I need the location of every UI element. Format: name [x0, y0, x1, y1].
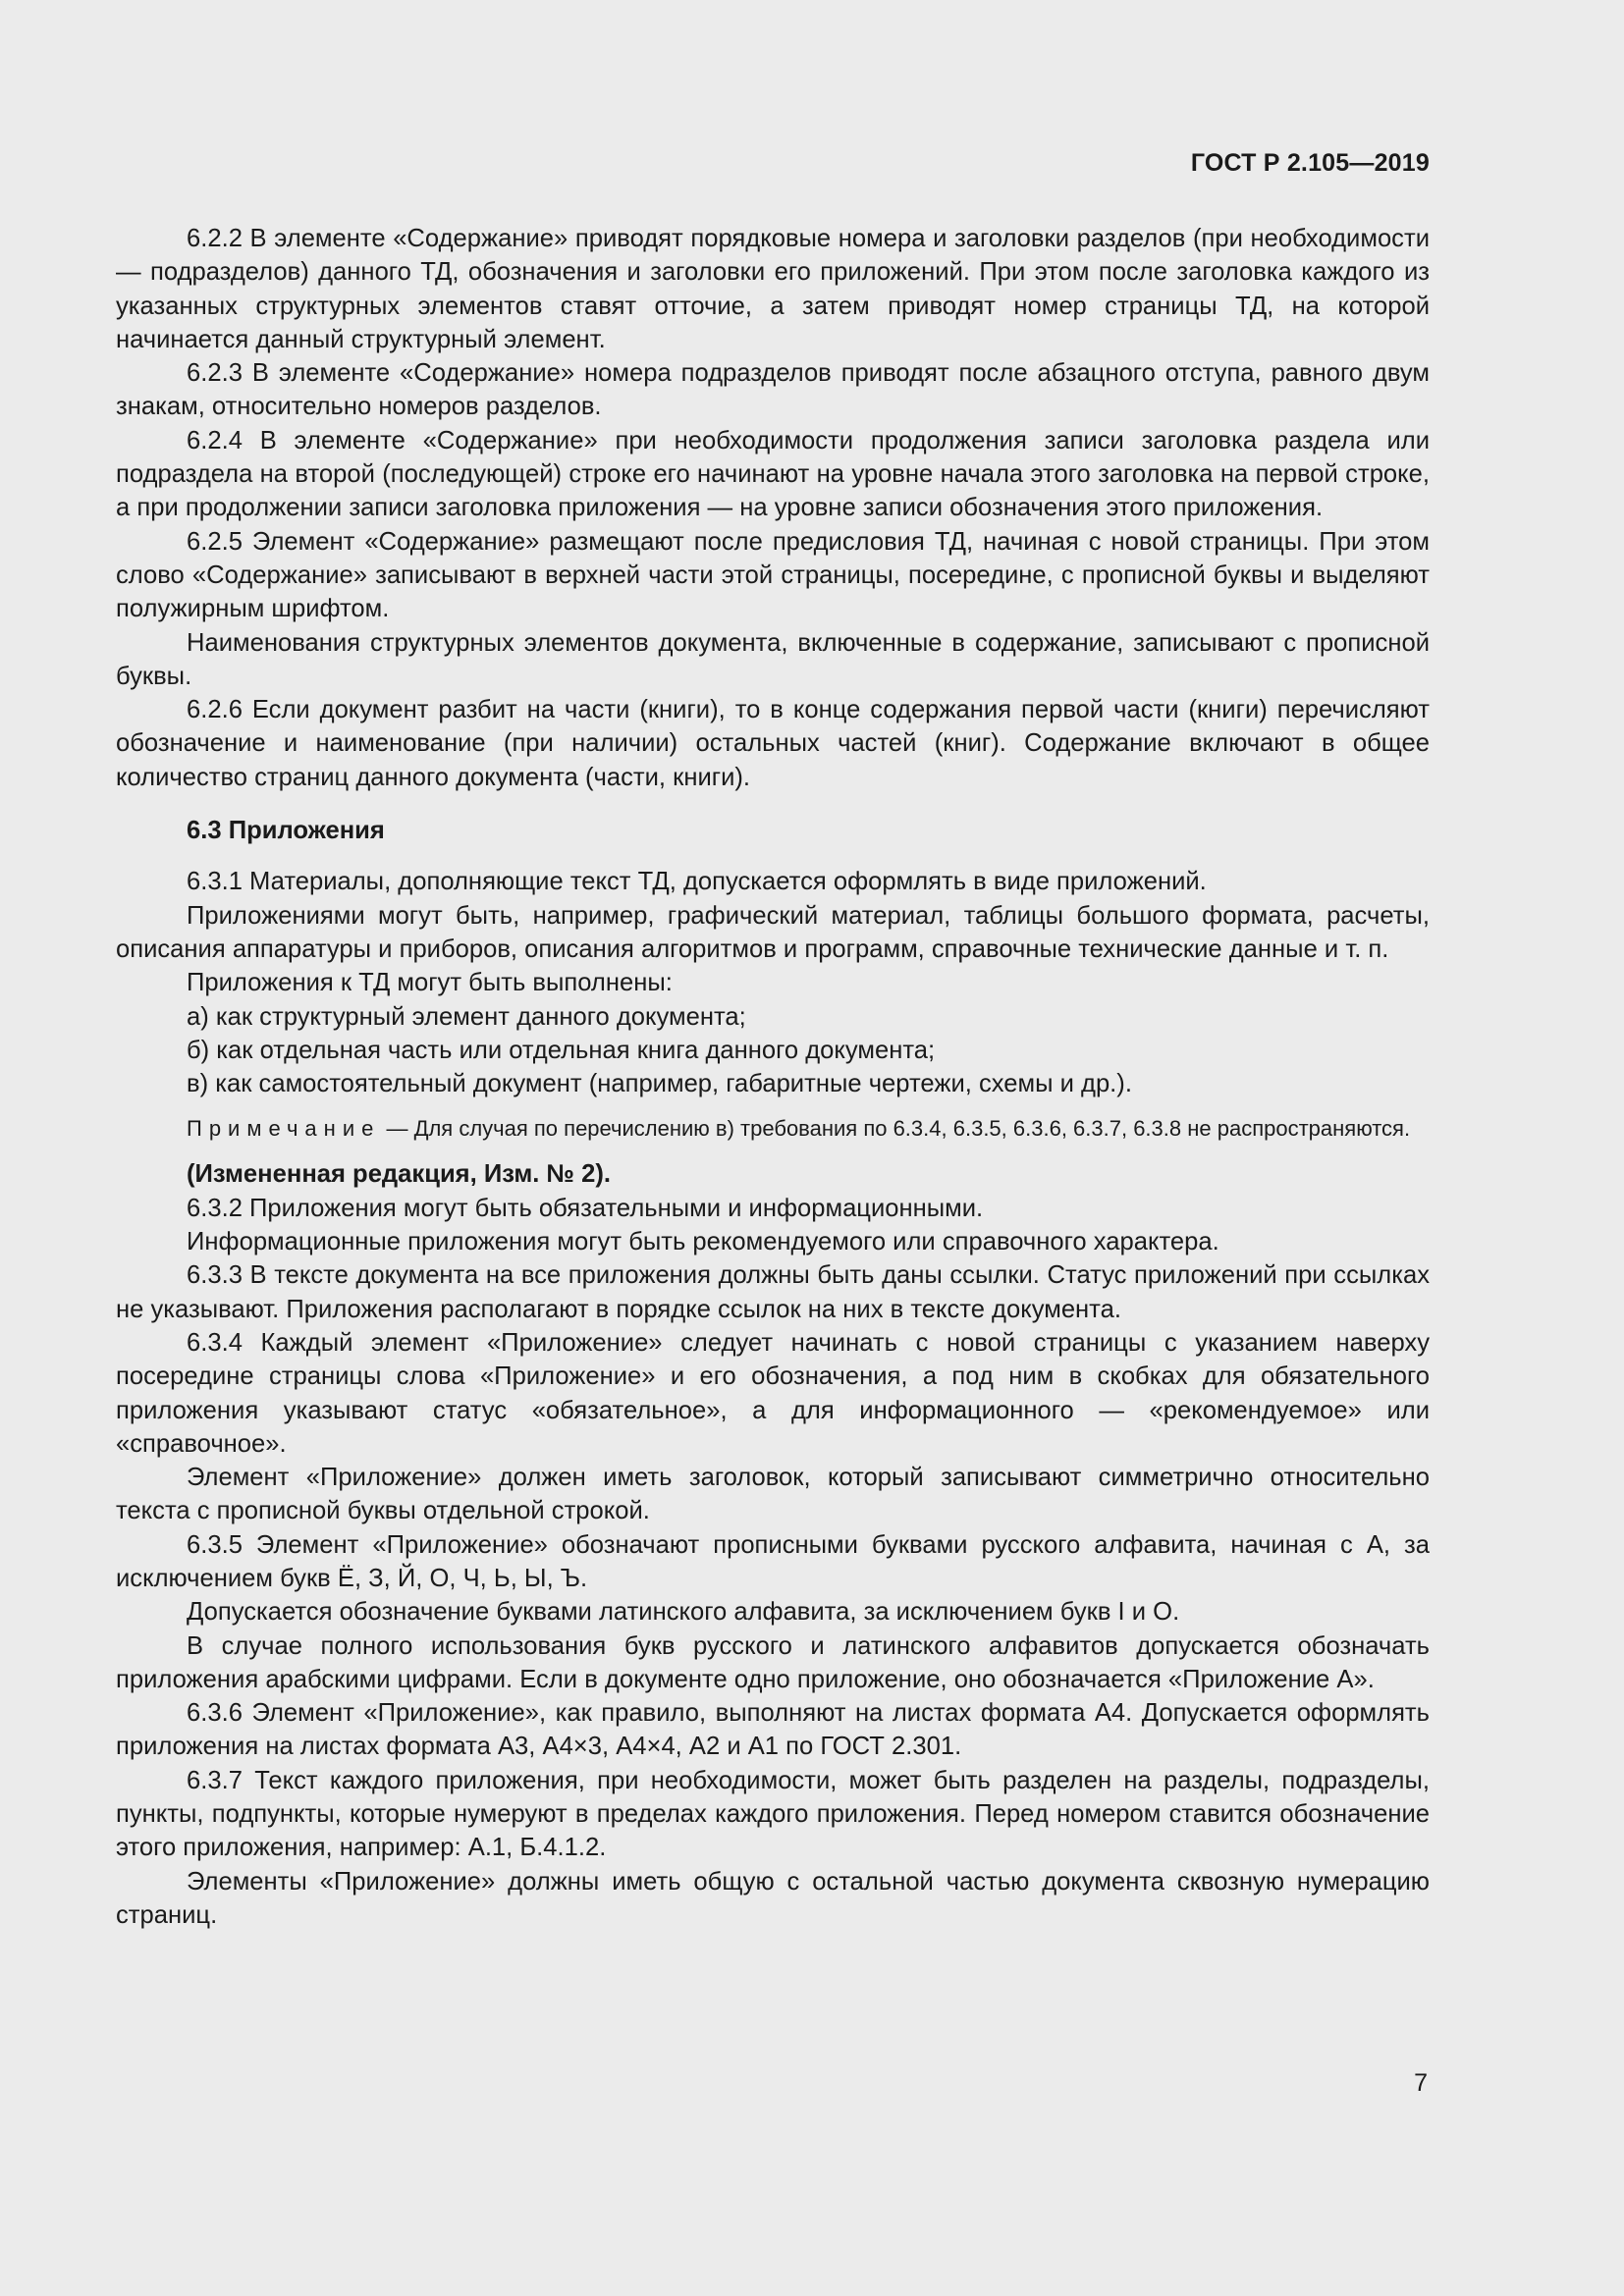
section-heading-6-3: 6.3 Приложения — [187, 817, 385, 845]
paragraph-6-3-6: 6.3.6 Элемент «Приложение», как правило, выполняют на листах формата А4. Допускается оформлять приложения на листах формата А3, А4×3, А4×4, А2 и А1 по ГОСТ 2.301. — [116, 1699, 1430, 1761]
list-item: а) как структурный элемент данного документа; — [187, 1002, 746, 1031]
note-label: Примечание — [187, 1116, 381, 1142]
paragraph-6-3-3: 6.3.3 В тексте документа на все приложения должны быть даны ссылки. Статус приложений при ссылках не указывают. Приложения располагают в порядке ссылок на них в тексте документа. — [116, 1261, 1430, 1323]
paragraph-6-2-4: 6.2.4 В элементе «Содержание» при необходимости продолжения записи заголовка раздела или подраздела на второй (последующей) строке его начинают на уровне начала этого заголовка на первой строке, а при продолжении записи заголовка приложения — на уровне записи обозначения этого приложения. — [116, 426, 1430, 522]
paragraph-6-3-1-examples: Приложениями могут быть, например, графический материал, таблицы большого формата, расчеты, описания аппаратуры и приборов, описания алгоритмов и программ, справочные технические данные и т. п. — [116, 901, 1430, 963]
paragraph-6-3-2: 6.3.2 Приложения могут быть обязательными и информационными. — [187, 1194, 984, 1222]
paragraph-6-2-6: 6.2.6 Если документ разбит на части (книги), то в конце содержания первой части (книги) перечисляют обозначение и наименование (при наличии) остальных частей (книг). Содержание включают в общее количество страниц данного документа (части, книги). — [116, 696, 1430, 791]
document-body — [116, 222, 1430, 1932]
paragraph-6-3-5-latin: Допускается обозначение буквами латинского алфавита, за исключением букв I и O. — [187, 1598, 1180, 1627]
list-item: в) как самостоятельный документ (например, габаритные чертежи, схемы и др.). — [187, 1070, 1132, 1098]
paragraph-6-3-4: 6.3.4 Каждый элемент «Приложение» следует начинать с новой страницы с указанием наверху посередине страницы слова «Приложение» и его обозначения, а под ним в скобках для обязательного приложения указывают статус «обязательное», а для информационного — «рекомендуемое» или «справочное». — [116, 1328, 1430, 1458]
paragraph-6-2-3: 6.2.3 В элементе «Содержание» номера подразделов приводят после абзацного отступа, равного двум знакам, относительно номеров разделов. — [116, 359, 1430, 421]
paragraph-6-3-2-info: Информационные приложения могут быть рекомендуемого или справочного характера. — [187, 1228, 1219, 1256]
revision-note: (Измененная редакция, Изм. № 2). — [187, 1160, 611, 1189]
paragraph-6-2-5-continued: Наименования структурных элементов документа, включенные в содержание, записывают с прописной буквы. — [116, 628, 1430, 690]
paragraph-6-3-7-numbering: Элементы «Приложение» должны иметь общую с остальной частью документа сквозную нумерацию страниц. — [116, 1867, 1430, 1929]
paragraph-6-2-2: 6.2.2 В элементе «Содержание» приводят порядковые номера и заголовки разделов (при необходимости — подразделов) данного ТД, обозначения и заголовки его приложений. При этом после заголовка каждого из указанных структурных элементов ставят отточие, а затем приводят номер страницы ТД, на которой начинается данный структурный элемент. — [116, 225, 1430, 353]
paragraph-6-3-5-arabic: В случае полного использования букв русского и латинского алфавитов допускается обозначать приложения арабскими цифрами. Если в документе одно приложение, оно обозначается «Приложение А». — [116, 1631, 1430, 1693]
paragraph-6-3-4-title: Элемент «Приложение» должен иметь заголовок, который записывают симметрично относительно текста с прописной буквы отдельной строкой. — [116, 1464, 1430, 1525]
paragraph-6-2-5: 6.2.5 Элемент «Содержание» размещают после предисловия ТД, начиная с новой страницы. При этом слово «Содержание» записывают в верхней части этой страницы, посередине, с прописной буквы и выделяют полужирным шрифтом. — [116, 527, 1430, 623]
note-text: — Для случая по перечислению в) требования по 6.3.4, 6.3.5, 6.3.6, 6.3.7, 6.3.8 не распространяются. — [380, 1116, 1411, 1142]
note-block — [116, 1114, 1430, 1144]
paragraph-6-3-1-forms: Приложения к ТД могут быть выполнены: — [187, 969, 673, 997]
page-number: 7 — [1414, 2069, 1428, 2097]
list-item: б) как отдельная часть или отдельная книга данного документа; — [187, 1036, 936, 1064]
paragraph-6-3-5: 6.3.5 Элемент «Приложение» обозначают прописными буквами русского алфавита, начиная с А, за исключением букв Ё, З, Й, О, Ч, Ь, Ы, Ъ. — [116, 1530, 1430, 1592]
document-code-header: ГОСТ Р 2.105—2019 — [1190, 149, 1430, 177]
paragraph-6-3-1: 6.3.1 Материалы, дополняющие текст ТД, допускается оформлять в виде приложений. — [187, 868, 1207, 896]
paragraph-6-3-7: 6.3.7 Текст каждого приложения, при необходимости, может быть разделен на разделы, подразделы, пункты, подпункты, которые нумеруют в пределах каждого приложения. Перед номером ставится обозначение этого приложения, например: А.1, Б.4.1.2. — [116, 1766, 1430, 1862]
